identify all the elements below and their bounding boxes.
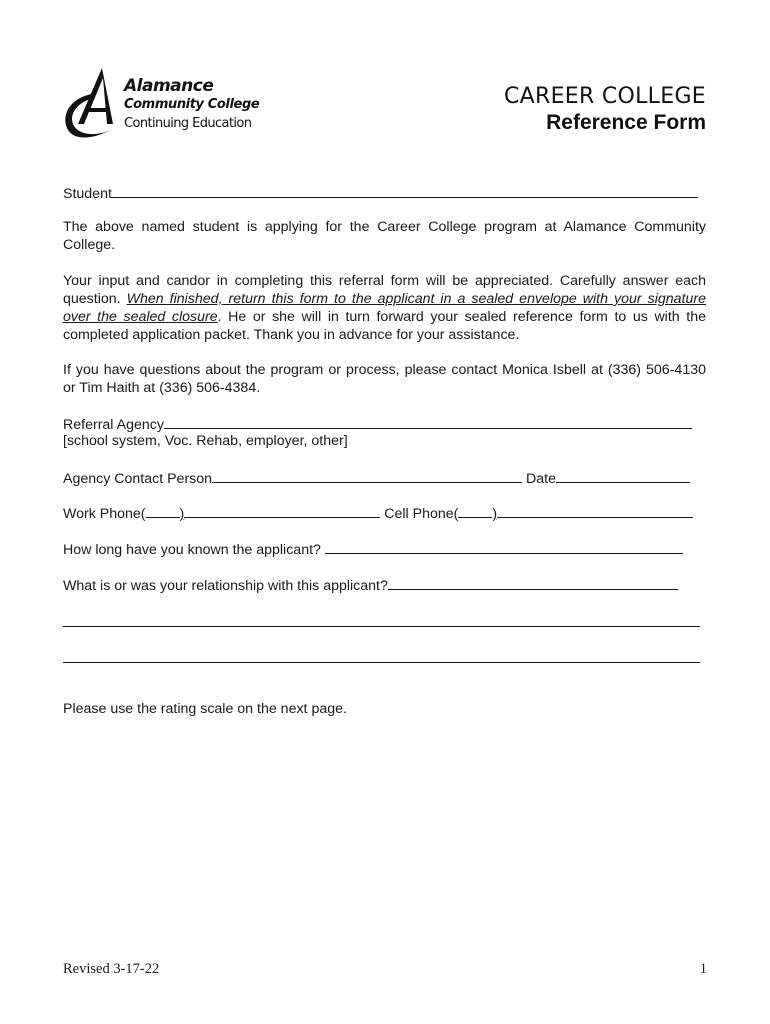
relationship-question: What is or was your relationship with this applicant? [63,578,388,594]
known-field[interactable] [325,539,683,554]
work-phone-close: ) [179,506,185,522]
logo-line-3: Continuing Education [124,116,252,131]
instructions-start: Your input and candor in completing this referral form will be appreciated. Carefully answer each question. [63,273,706,307]
student-label: Student [63,186,112,202]
cell-phone-area-code-field[interactable] [458,503,492,518]
relationship-row [63,575,706,595]
cell-phone-label: Cell Phone( [384,506,459,522]
student-field[interactable] [112,183,698,198]
page-number: 1 [699,961,707,977]
revision-date: Revised 3-17-22 [63,961,160,977]
rating-note: Please use the rating scale on the next page. [63,701,347,717]
page-subtitle: Reference Form [546,111,706,134]
known-row [63,539,706,559]
college-logo [62,64,260,144]
cell-phone-field[interactable] [497,503,693,518]
page-title: CAREER COLLEGE [503,84,706,109]
contact-person-label: Agency Contact Person [63,471,213,487]
work-phone-area-code-field[interactable] [146,503,180,518]
work-phone-label: Work Phone( [63,506,146,522]
referral-agency-row [63,414,706,434]
contact-paragraph: If you have questions about the program or process, please contact Monica Isbell at (336) 506-4130 or Tim Haith at (336) 506-4384. [63,362,706,396]
instructions-paragraph [63,272,706,344]
referral-agency-label: Referral Agency [63,417,164,433]
student-row [63,183,706,203]
instructions-end: . He or she will in turn forward your sealed reference form to us with the completed application packet. Thank you in advance for your assistance. [63,309,706,343]
relationship-extra-line-1[interactable] [63,626,700,627]
referral-agency-field[interactable] [164,414,692,429]
logo-a-swoosh-icon [62,64,132,144]
relationship-extra-line-2[interactable] [63,662,700,663]
work-phone-field[interactable] [184,503,380,518]
relationship-field[interactable] [388,575,678,590]
logo-line-2: Community College [124,97,260,112]
instructions-emphasis: When finished, return this form to the applicant in a sealed envelope with your signature over the sealed closure [63,291,706,325]
contact-person-field[interactable] [212,468,522,483]
known-question: How long have you known the applicant? [63,542,321,558]
phone-row [63,503,706,523]
contact-person-row [63,468,706,488]
date-field[interactable] [556,468,690,483]
cell-phone-close: ) [492,506,498,522]
logo-line-1: Alamance [124,76,214,96]
referral-agency-hint: [school system, Voc. Rehab, employer, other] [63,433,348,449]
intro-paragraph: The above named student is applying for the Career College program at Alamance Community College. [63,219,706,253]
date-label: Date [526,471,556,487]
